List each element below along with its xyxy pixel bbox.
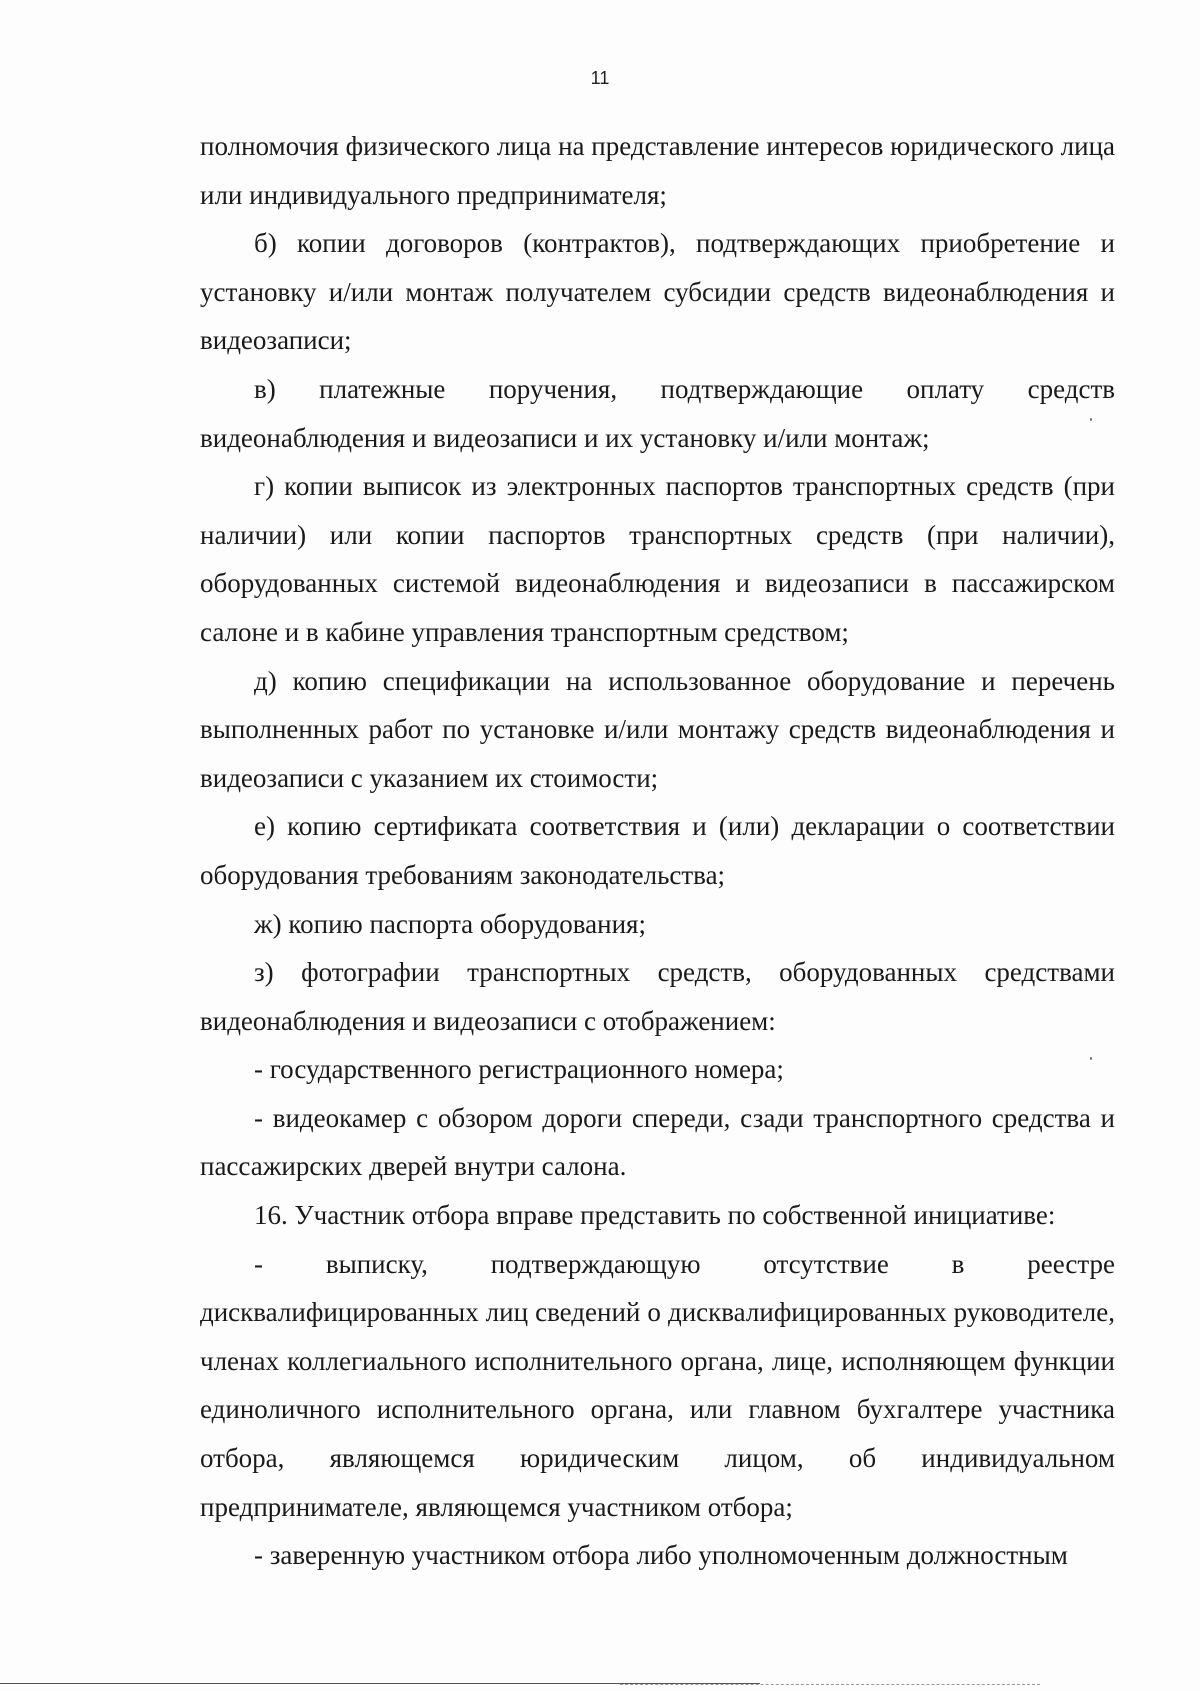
- paragraph-item-g: г) копии выписок из электронных паспортов транспортных средств (при наличии) или копии паспортов транспортных средств (при наличии), оборудованных системой видеонаблюдения и видеозаписи в пассажирском салоне и в кабине управления транспортным средством;: [200, 471, 1115, 647]
- paragraph-item-b: б) копии договоров (контрактов), подтверждающих приобретение и установку и/или монтаж получателем субсидии средств видеонаблюдения и видеозаписи;: [200, 228, 1115, 356]
- paragraph-item-z: з) фотографии транспортных средств, оборудованных средствами видеонаблюдения и видеозаписи с отображением:: [200, 957, 1115, 1036]
- paragraph-subitem-extract: - выписку, подтверждающую отсутствие в реестре дисквалифицированных лиц сведений о дисквалифицированных руководителе, членах коллегиального исполнительного органа, лице, исполняющем функции единоличного исполнительного органа, или главном бухгалтере участника отбора, являющемся юридическим лицом, об индивидуальном предпринимателе, являющемся участником отбора;: [200, 1248, 1115, 1522]
- paragraph-item-d: д) копию спецификации на использованное оборудование и перечень выполненных работ по установке и/или монтажу средств видеонаблюдения и видеозаписи с указанием их стоимости;: [200, 665, 1115, 793]
- scan-edge-line: [620, 1684, 1040, 1685]
- paragraph-subitem-registration-number: - государственного регистрационного номера;: [254, 1054, 784, 1085]
- paragraph-continuation: полномочия физического лица на представление интересов юридического лица или индивидуального предпринимателя;: [200, 131, 1115, 210]
- paragraph-subitem-certified: - заверенную участником отбора либо уполномоченным должностным: [254, 1540, 1068, 1571]
- document-body: [200, 122, 1115, 1580]
- paragraph-item-v: в) платежные поручения, подтверждающие оплату средств видеонаблюдения и видеозаписи и их установку и/или монтаж;: [200, 373, 1115, 453]
- scan-speck: [1090, 418, 1092, 421]
- paragraph-section-16: 16. Участник отбора вправе представить по собственной инициативе:: [254, 1200, 1056, 1231]
- paragraph-subitem-cameras: - видеокамер с обзором дороги спереди, сзади транспортного средства и пассажирских дверей внутри салона.: [200, 1102, 1115, 1182]
- scan-speck: [1090, 1057, 1092, 1060]
- page-number: 11: [590, 68, 610, 88]
- paragraph-item-e: е) копию сертификата соответствия и (или) декларации о соответствии оборудования требованиям законодательства;: [200, 811, 1115, 890]
- paragraph-item-zh: ж) копию паспорта оборудования;: [254, 908, 646, 939]
